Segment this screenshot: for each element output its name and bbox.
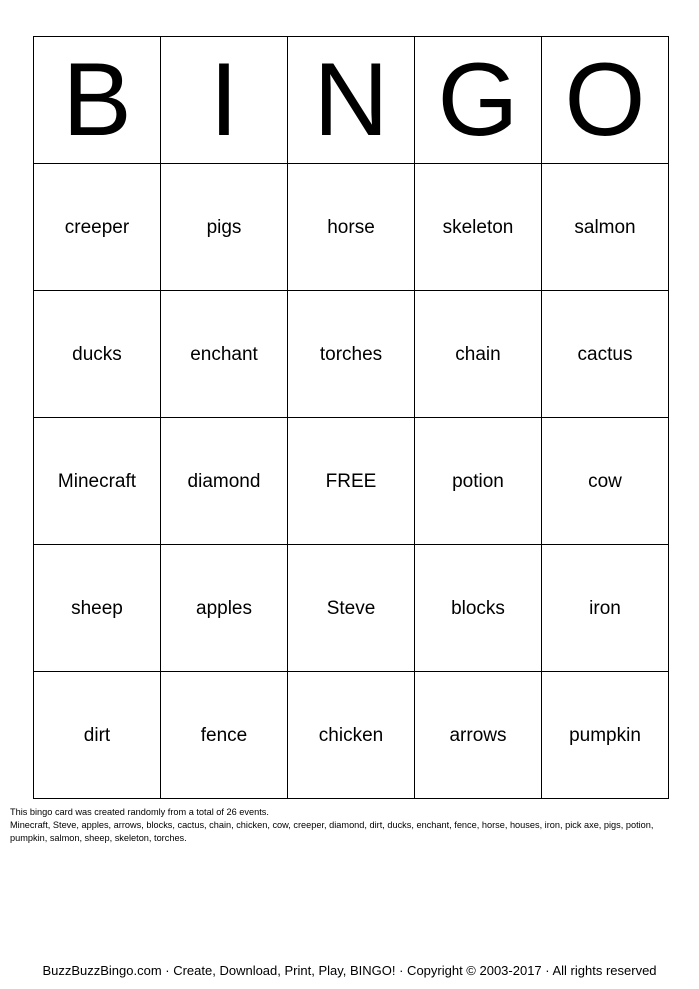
bingo-row-2	[34, 291, 669, 418]
bingo-cell: cactus	[542, 291, 669, 418]
bingo-cell: pigs	[161, 164, 288, 291]
bingo-cell: skeleton	[415, 164, 542, 291]
bingo-cell: potion	[415, 418, 542, 545]
bingo-row-4	[34, 545, 669, 672]
bingo-cell: salmon	[542, 164, 669, 291]
bingo-cell: horse	[288, 164, 415, 291]
bingo-row-5	[34, 672, 669, 799]
bingo-cell: dirt	[34, 672, 161, 799]
bingo-letter-b: B	[34, 37, 161, 164]
bingo-cell: sheep	[34, 545, 161, 672]
bingo-cell: Steve	[288, 545, 415, 672]
bingo-row-3	[34, 418, 669, 545]
bingo-cell: cow	[542, 418, 669, 545]
bingo-header-row	[34, 37, 669, 164]
bingo-cell: chain	[415, 291, 542, 418]
bingo-cell: fence	[161, 672, 288, 799]
bingo-card	[33, 36, 669, 799]
card-summary-note: This bingo card was created randomly from a total of 26 events.	[10, 807, 269, 817]
bingo-letter-i: I	[161, 37, 288, 164]
bingo-cell: creeper	[34, 164, 161, 291]
bingo-letter-g: G	[415, 37, 542, 164]
bingo-cell: chicken	[288, 672, 415, 799]
bingo-free-cell: FREE	[288, 418, 415, 545]
bingo-cell: blocks	[415, 545, 542, 672]
event-list-note: Minecraft, Steve, apples, arrows, blocks, cactus, chain, chicken, cow, creeper, diamond, dirt, ducks, enchant, fence, horse, houses, iron, pick axe, pigs, potion, pumpkin, salmon, sheep, skeleton, torches.	[10, 820, 654, 843]
bingo-cell: apples	[161, 545, 288, 672]
bingo-cell: torches	[288, 291, 415, 418]
bingo-cell: Minecraft	[34, 418, 161, 545]
page-footer: BuzzBuzzBingo.com · Create, Download, Print, Play, BINGO! · Copyright © 2003-2017 · All rights reserved	[42, 963, 657, 978]
bingo-cell: iron	[542, 545, 669, 672]
bingo-letter-n: N	[288, 37, 415, 164]
bingo-row-1	[34, 164, 669, 291]
bingo-cell: enchant	[161, 291, 288, 418]
bingo-cell: arrows	[415, 672, 542, 799]
bingo-cell: ducks	[34, 291, 161, 418]
bingo-cell: diamond	[161, 418, 288, 545]
bingo-cell: pumpkin	[542, 672, 669, 799]
bingo-letter-o: O	[542, 37, 669, 164]
